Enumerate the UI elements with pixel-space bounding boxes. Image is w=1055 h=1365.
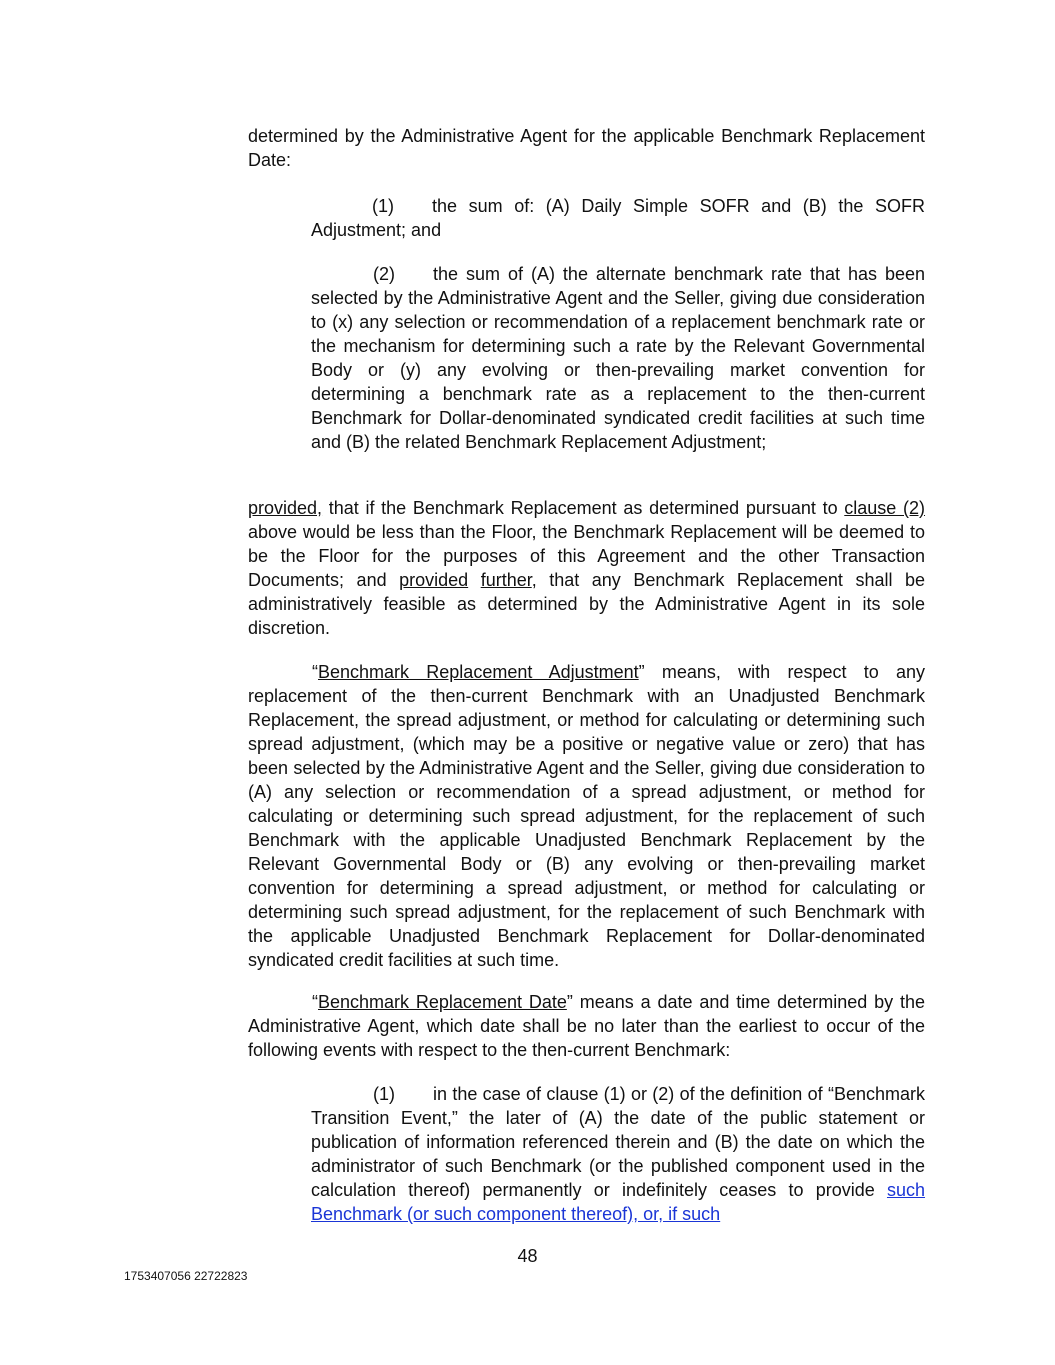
- intro-text: determined by the Administrative Agent for the applicable Benchmark Replacement Date:: [248, 126, 925, 170]
- definition-text: means, with respect to any replacement of the then-current Benchmark with an Unadjusted Benchmark Replacement, the spread adjustment, or method for calculating or determining such spread adjustment, (which may be a positive or negative value or zero) that has been selected by the Administrative Agent and the Seller, giving due consideration to (A) any selection or recommendation of a spread adjustment, or method for calculating or determining such spread adjustment, for the replacement of such Benchmark with the applicable Unadjusted Benchmark Replacement by the Relevant Governmental Body or (B) any evolving or then-prevailing market convention for determining a spread adjustment, or method for calculating or determining such spread adjustment, for the replacement of such Benchmark with the applicable Unadjusted Benchmark Replacement for Dollar-denominated syndicated credit facilities at such time.: [248, 662, 925, 970]
- document-id: 1753407056 22722823: [124, 1269, 248, 1283]
- close-quote: ”: [638, 662, 645, 682]
- inserted-text-link[interactable]: such Benchmark (or such component thereof), or, if such: [311, 1180, 925, 1224]
- defined-term: Benchmark Replacement Date: [318, 992, 567, 1012]
- definition-text: means a date and time determined by the Administrative Agent, which date shall be no later than the earliest to occur of the following events with respect to the then-current Benchmark:: [248, 992, 925, 1060]
- close-quote: ”: [566, 992, 573, 1012]
- proviso-text-3: , that any Benchmark Replacement shall be administratively feasible as determined by the Administrative Agent in its sole discretion.: [248, 570, 925, 638]
- further-term: further: [480, 570, 532, 590]
- defined-term: Benchmark Replacement Adjustment: [318, 662, 639, 682]
- list-item-number: (1): [373, 1084, 395, 1104]
- definition-replacement-adjustment: [248, 660, 925, 972]
- list-item-number: (1): [372, 196, 394, 216]
- intro-paragraph: [248, 124, 925, 172]
- list-item-2: [311, 262, 925, 454]
- provided-term: provided,: [248, 498, 323, 518]
- page-number: 48: [517, 1246, 538, 1266]
- open-quote: “: [312, 662, 318, 682]
- list-item-text: the sum of (A) the alternate benchmark rate that has been selected by the Administrative Agent and the Seller, giving due consideration to (x) any selection or recommendation of a replacement benchmark rate or the mechanism for determining such a rate by the Relevant Governmental Body or (y) any evolving or then-prevailing market convention for determining a benchmark rate as a replacement to the then-current Benchmark for Dollar-denominated syndicated credit facilities at such time and (B) the related Benchmark Replacement Adjustment;: [311, 264, 925, 452]
- list-item-1: [311, 194, 925, 242]
- date-list-item-1: [311, 1082, 925, 1226]
- list-item-number: (2): [373, 264, 395, 284]
- definition-replacement-date: [248, 990, 925, 1062]
- provided-further-term: provided: [399, 570, 469, 590]
- open-quote: “: [312, 992, 318, 1012]
- proviso-paragraph: [248, 496, 925, 640]
- space: [468, 570, 481, 590]
- clause-reference: clause (2): [844, 498, 926, 518]
- proviso-text-1: that if the Benchmark Replacement as determined pursuant to: [322, 498, 845, 518]
- list-item-text: the sum of: (A) Daily Simple SOFR and (B) the SOFR Adjustment; and: [311, 196, 925, 240]
- proviso-text-2: above would be less than the Floor, the Benchmark Replacement will be deemed to be the Floor for the purposes of this Agreement and the other Transaction Documents; and: [248, 522, 925, 590]
- list-item-text: in the case of clause (1) or (2) of the definition of “Benchmark Transition Event,” the later of (A) the date of the public statement or publication of information referenced therein and (B) the date on which the administrator of such Benchmark (or the published component used in the calculation thereof) permanently or indefinitely ceases to provide: [311, 1084, 925, 1200]
